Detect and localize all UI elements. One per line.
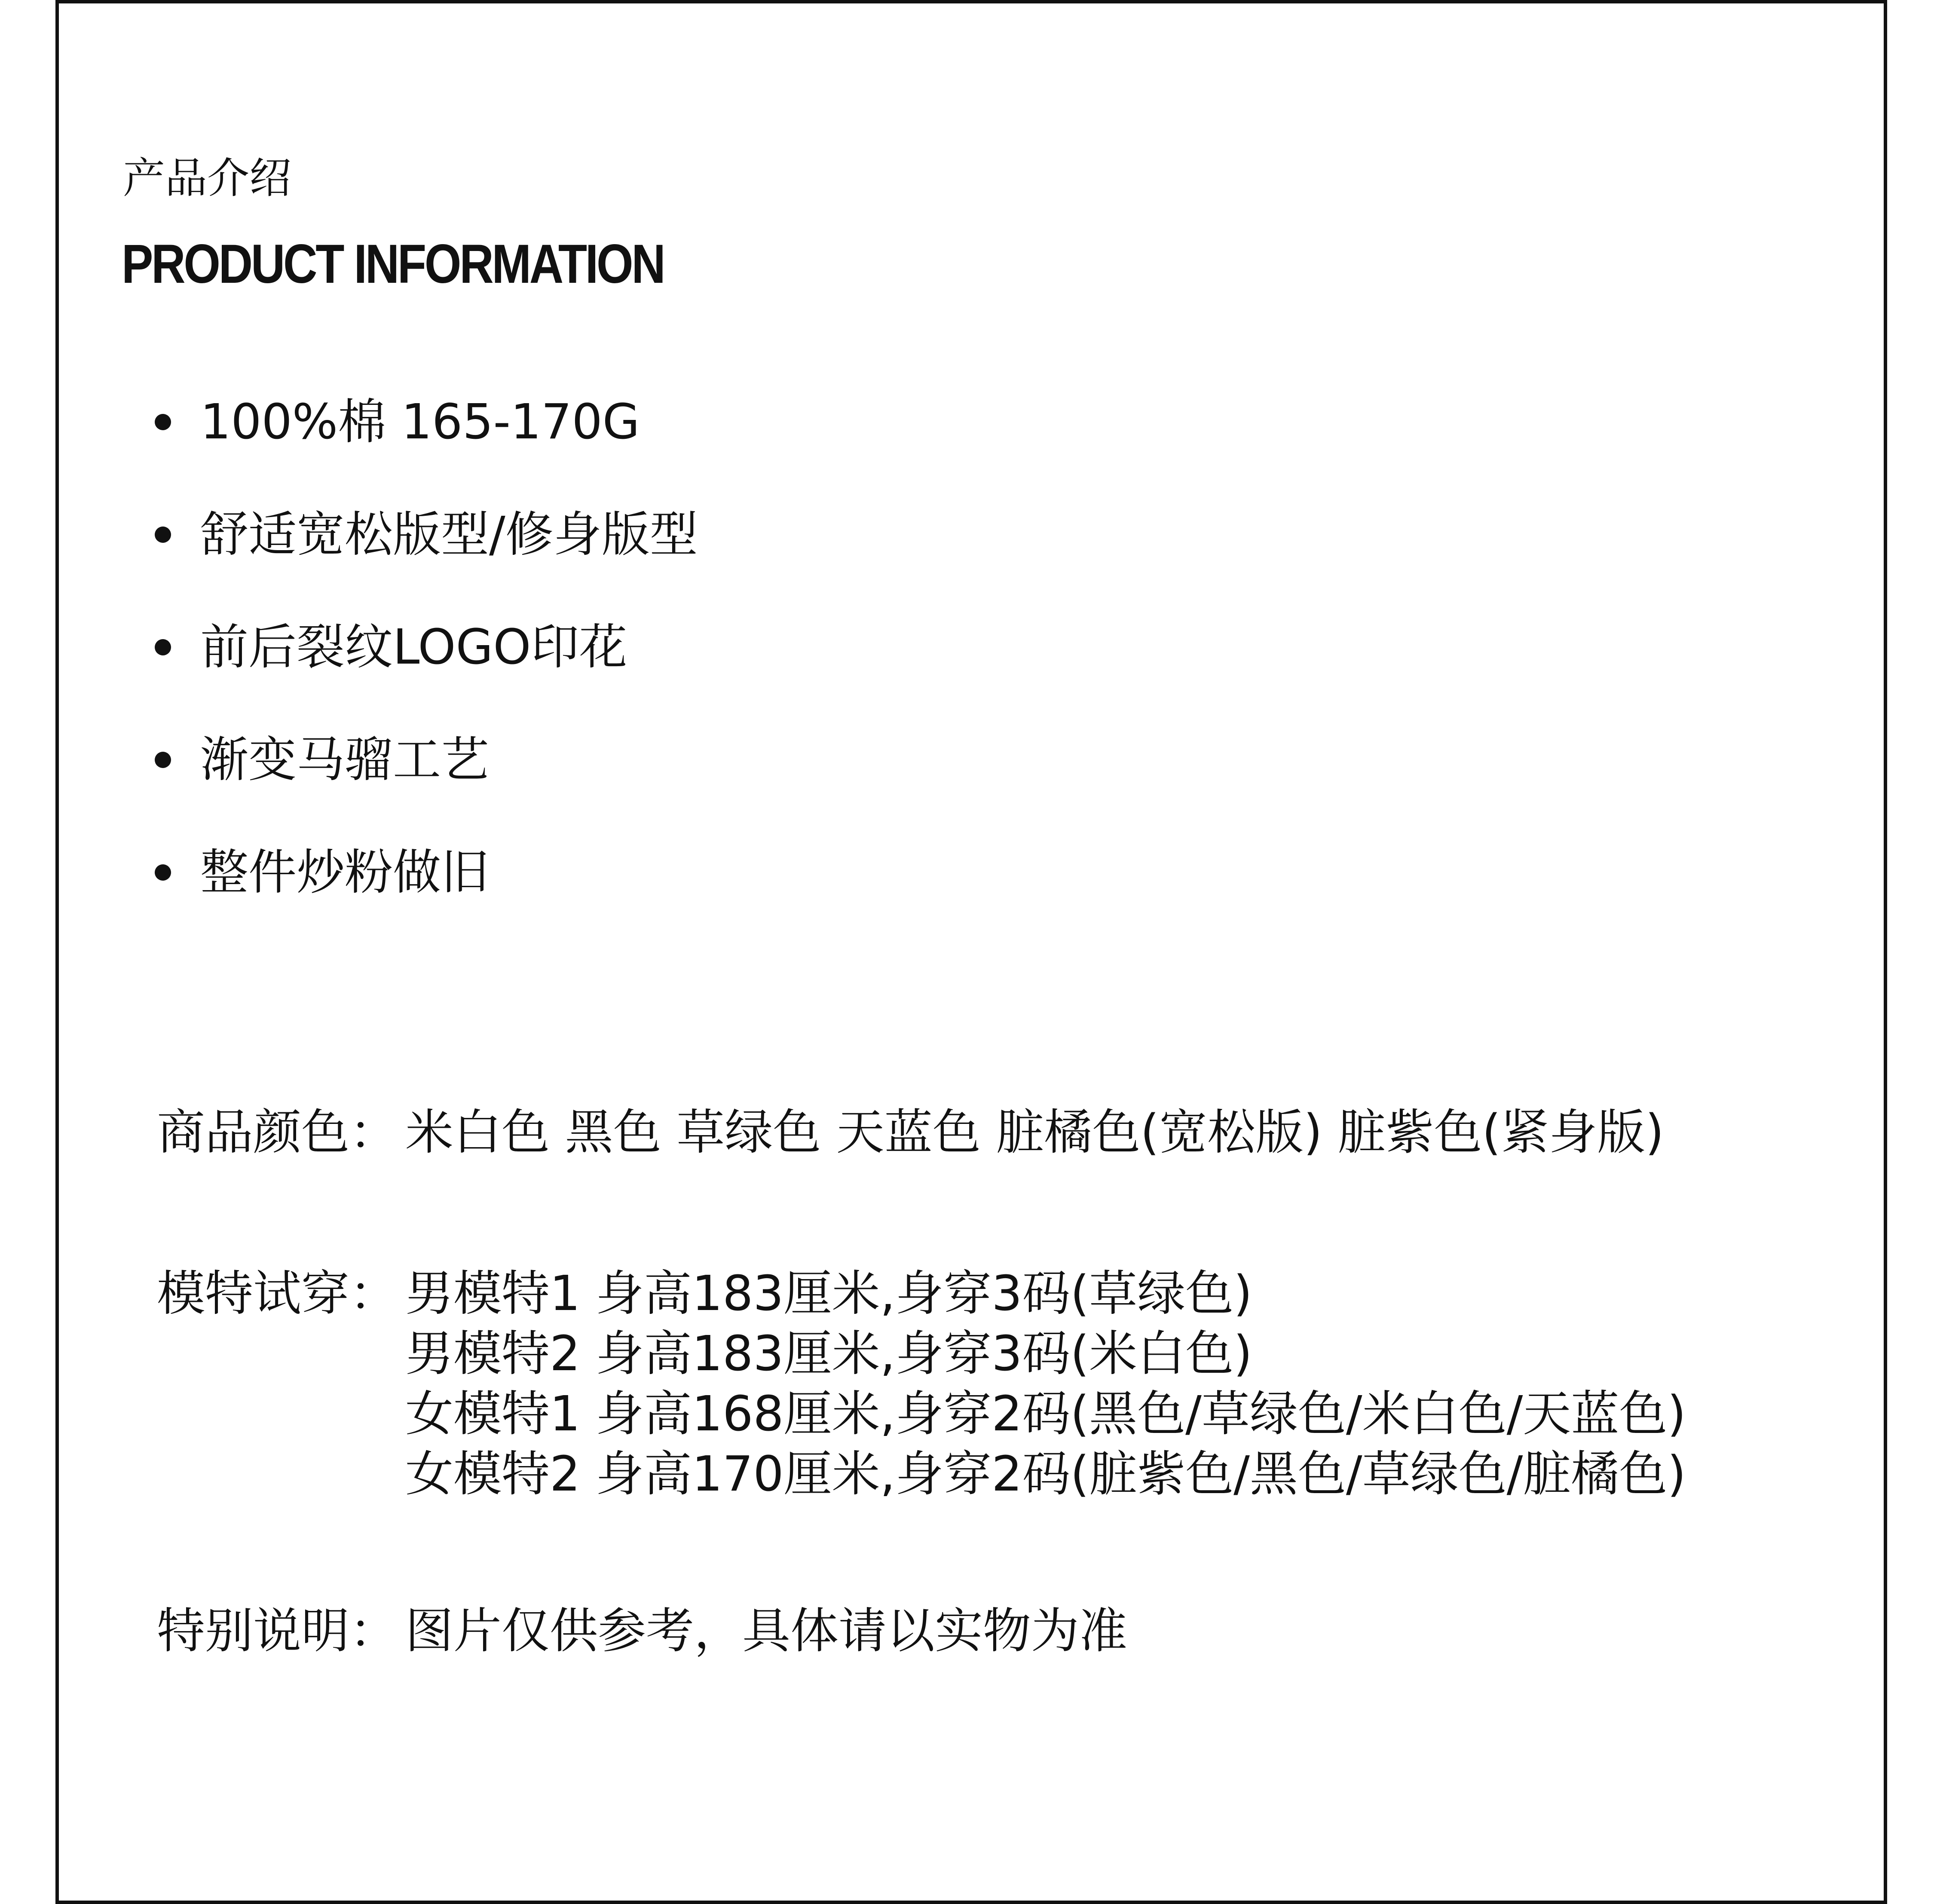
section-title-en: PRODUCT INFORMATION xyxy=(122,233,664,295)
model-fitting-label: 模特试穿： xyxy=(157,1266,398,1322)
special-note-value: 图片仅供参考，具体请以实物为准 xyxy=(405,1603,1127,1659)
model-line: 男模特1 身高183厘米,身穿3码(草绿色) xyxy=(405,1266,1252,1322)
list-item xyxy=(155,505,698,617)
feature-text: 渐变马骝工艺 xyxy=(200,732,489,788)
model-line: 女模特2 身高170厘米,身穿2码(脏紫色/黑色/草绿色/脏橘色) xyxy=(405,1446,1686,1502)
list-item xyxy=(155,392,698,505)
list-item xyxy=(155,617,698,730)
feature-text: 100%棉 165-170G xyxy=(200,394,640,450)
feature-text: 舒适宽松版型/修身版型 xyxy=(200,507,698,563)
model-fitting-list xyxy=(405,1264,1686,1504)
bullet-icon xyxy=(155,527,171,543)
bullet-icon xyxy=(155,752,171,768)
product-colors-value: 米白色 黑色 草绿色 天蓝色 脏橘色(宽松版) 脏紫色(紧身版) xyxy=(405,1105,1664,1160)
list-item xyxy=(155,842,698,955)
bullet-icon xyxy=(155,639,171,655)
model-line: 女模特1 身高168厘米,身穿2码(黑色/草绿色/米白色/天蓝色) xyxy=(405,1386,1686,1442)
bullet-icon xyxy=(155,864,171,881)
feature-list xyxy=(155,392,698,955)
feature-text: 整件炒粉做旧 xyxy=(200,845,489,900)
model-line: 男模特2 身高183厘米,身穿3码(米白色) xyxy=(405,1326,1252,1382)
special-note-label: 特别说明： xyxy=(157,1603,398,1659)
list-item xyxy=(155,730,698,842)
section-title-cn: 产品介绍 xyxy=(123,154,292,203)
bullet-icon xyxy=(155,414,171,430)
product-colors-label: 商品颜色： xyxy=(157,1105,398,1160)
feature-text: 前后裂纹LOGO印花 xyxy=(200,619,627,675)
